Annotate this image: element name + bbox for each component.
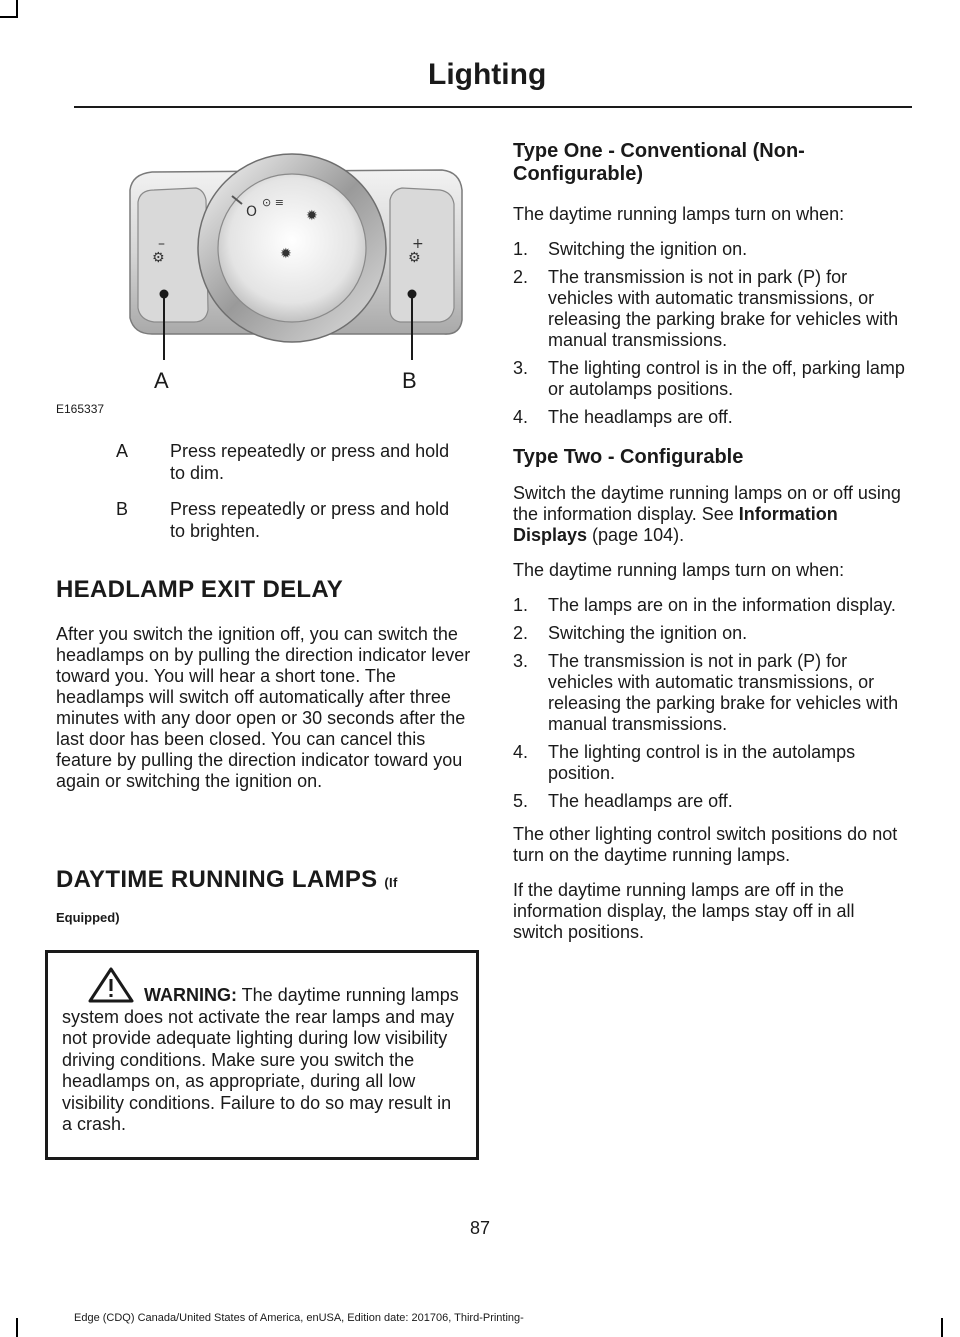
list-item (513, 239, 909, 260)
crop-mark (16, 1318, 18, 1337)
page-number: 87 (469, 1218, 491, 1238)
legend-text: Press repeatedly or press and hold to brighten. (170, 499, 450, 541)
step-text: The lamps are on in the information display. (548, 595, 896, 615)
footer-text: Edge (CDQ) Canada/United States of America, enUSA, Edition date: 201706, Third-Printing- (74, 1312, 524, 1324)
svg-text:⚙: ⚙ (152, 250, 165, 266)
legend-text: Press repeatedly or press and hold to dim. (170, 441, 450, 483)
warning-label: WARNING: (144, 985, 237, 1005)
step-number: 1. (513, 595, 529, 615)
legend-key: A (116, 441, 129, 461)
step-text: The headlamps are off. (548, 407, 733, 427)
exit-delay-section (56, 576, 476, 806)
callout-label-b: B (402, 368, 417, 393)
headlamp-switch-illustration (56, 130, 480, 400)
step-number: 4. (513, 742, 529, 762)
section-heading (56, 866, 480, 894)
body-paragraph: The daytime running lamps turn on when: (513, 560, 845, 580)
list-item (513, 267, 909, 351)
section-heading: HEADLAMP EXIT DELAY (56, 576, 344, 603)
heading-suffix: (If (384, 875, 398, 890)
body-paragraph: The other lighting control switch positions do not turn on the daytime running lamps. (513, 824, 898, 865)
legend-row (56, 498, 480, 542)
svg-text:O: O (246, 204, 258, 220)
heading-suffix: Equipped) (56, 910, 120, 925)
step-text: The lighting control is in the autolamps position. (548, 742, 856, 783)
crop-mark (0, 16, 18, 18)
svg-text:–: – (158, 236, 165, 252)
cross-reference-link[interactable]: Information Displays (513, 504, 838, 545)
list-item (513, 651, 909, 735)
step-text: The lighting control is in the off, parking lamp or autolamps positions. (548, 358, 905, 399)
list-item (513, 407, 909, 428)
step-text: The headlamps are off. (548, 791, 733, 811)
figure-code: E165337 (56, 402, 105, 416)
list-item (513, 595, 909, 616)
svg-text:+: + (412, 236, 424, 252)
page-title: Lighting (428, 58, 547, 91)
step-number: 5. (513, 791, 529, 811)
svg-text:✹: ✹ (306, 208, 318, 224)
step-text: The transmission is not in park (P) for vehicles with automatic transmissions, or releasing the parking brake for vehicles with manual transmissions. (548, 267, 899, 350)
body-paragraph: After you switch the ignition off, you can switch the headlamps on by pulling the direction indicator lever toward you. You will hear a short tone. The headlamps will switch off automatically after three minutes with any door open or 30 seconds after the last door has been closed. You can cancel this feature by pulling the direction indicator toward you again or switching the ignition on. (56, 624, 471, 791)
lighting-control-figure (56, 130, 480, 416)
warning-body: The daytime running lamps system does not activate the rear lamps and may not provide adequate lighting during low visibility driving conditions. Make sure you switch the headlamps on, as appropriate, during all low visibility conditions. Failure to do so may result in a crash. (62, 985, 459, 1134)
page-reference: (page 104). (587, 525, 685, 545)
svg-text:⚙: ⚙ (408, 250, 421, 266)
step-number: 1. (513, 239, 529, 259)
left-column (56, 130, 480, 416)
body-text: Switch the daytime running lamps on or off using the information display. See (513, 483, 901, 524)
warning-text (62, 985, 462, 1136)
body-paragraph (513, 483, 909, 546)
step-number: 4. (513, 407, 529, 427)
header-rule (74, 106, 912, 108)
legend-key: B (116, 499, 129, 519)
subsection-heading: Type Two - Configurable (513, 446, 744, 468)
body-paragraph: The daytime running lamps turn on when: (513, 204, 845, 224)
crop-mark (941, 1318, 943, 1337)
list-item (513, 358, 909, 400)
list-item (513, 623, 909, 644)
step-text: The transmission is not in park (P) for vehicles with automatic transmissions, or releasing the parking brake for vehicles with manual transmissions. (548, 651, 899, 734)
svg-text:✹: ✹ (280, 246, 292, 262)
section-heading-text: DAYTIME RUNNING LAMPS (56, 866, 378, 893)
step-text: Switching the ignition on. (548, 623, 748, 643)
step-text: Switching the ignition on. (548, 239, 748, 259)
step-number: 3. (513, 651, 529, 671)
warning-box (45, 950, 479, 1160)
figure-legend (56, 440, 480, 556)
list-item (513, 742, 909, 784)
step-list (513, 239, 909, 428)
step-number: 3. (513, 358, 529, 378)
drl-section (56, 866, 480, 925)
step-list (513, 595, 909, 812)
step-number: 2. (513, 267, 529, 287)
body-paragraph: If the daytime running lamps are off in the information display, the lamps stay off in all switch positions. (513, 880, 855, 942)
subsection-heading: Type One - Conventional (Non-Configurable) (513, 140, 805, 185)
svg-text:⊙ ≡: ⊙ ≡ (262, 196, 284, 209)
warning-triangle-icon (88, 967, 134, 1003)
right-column (513, 140, 909, 957)
callout-label-a: A (154, 368, 169, 393)
step-number: 2. (513, 623, 529, 643)
legend-row (56, 440, 480, 484)
list-item (513, 791, 909, 812)
